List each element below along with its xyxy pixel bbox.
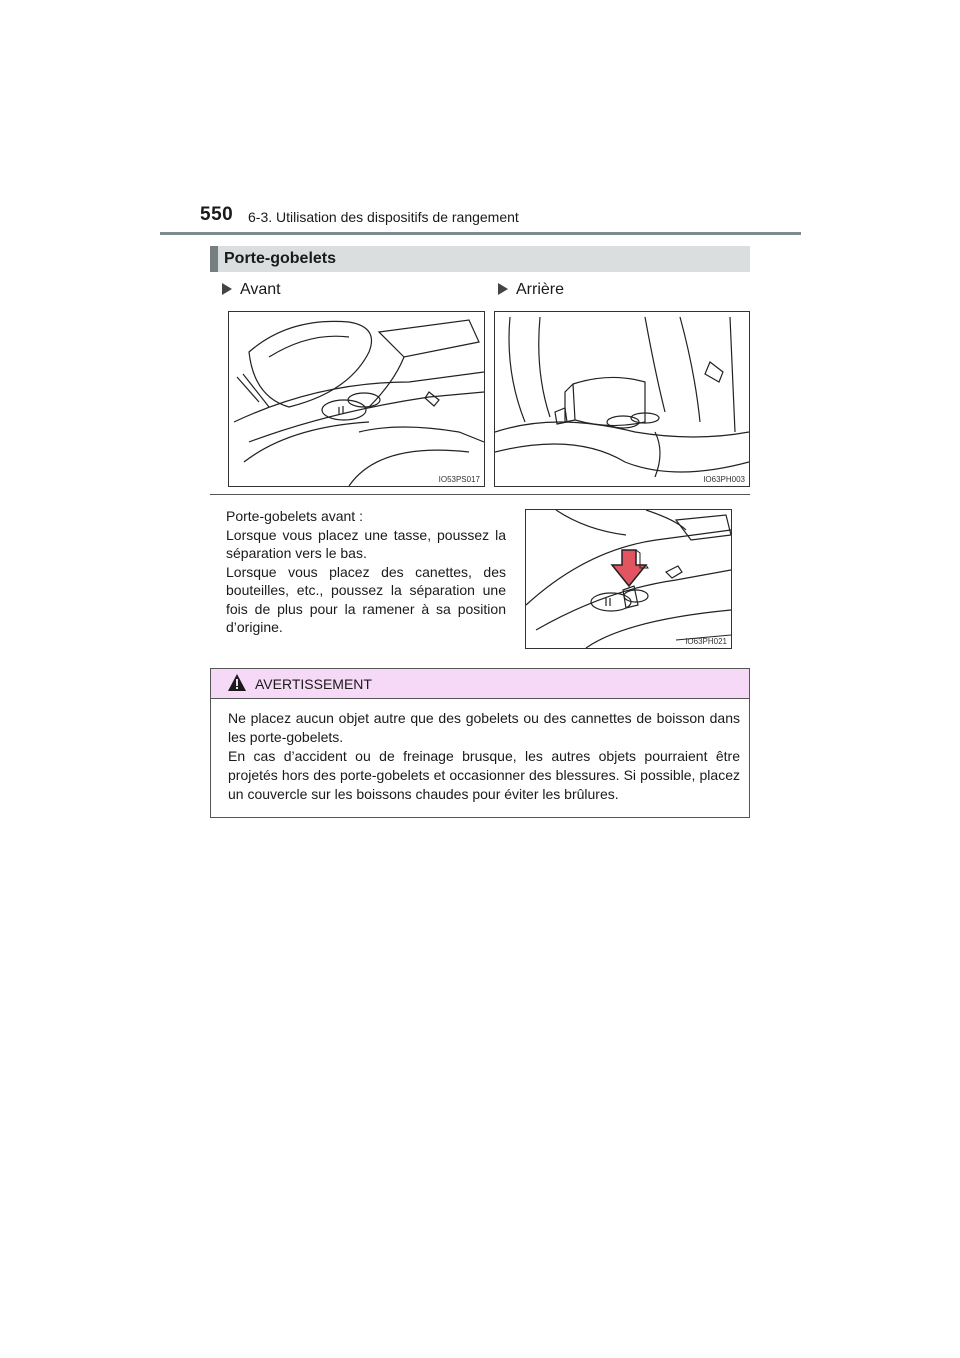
divider-push-drawing — [526, 510, 731, 648]
triangle-bullet-icon — [222, 283, 232, 295]
front-view-label-text: Avant — [240, 281, 281, 298]
warning-triangle-icon — [227, 673, 247, 697]
warning-text — [228, 709, 740, 804]
rear-view-label — [498, 281, 564, 299]
rear-cupholder-illustration — [494, 311, 750, 487]
divider-image-code: IO63PH021 — [685, 637, 727, 646]
section-title: Porte-gobelets — [224, 250, 337, 267]
warning-paragraph: En cas d’accident ou de freinage brusque, les autres objets pourraient être projetés hors des porte-gobelets et occasionner des blessures. Si possible, placez un couvercle sur les boissons chaudes pour éviter les brûlures. — [228, 748, 740, 802]
chapter-title: 6-3. Utilisation des dispositifs de rangement — [248, 209, 519, 225]
instruction-line: Lorsque vous placez une tasse, poussez la séparation vers le bas. — [226, 526, 506, 561]
warning-paragraph: Ne placez aucun objet autre que des gobelets ou des cannettes de boisson dans les porte-gobelets. — [228, 710, 740, 745]
rear-seat-drawing — [495, 312, 749, 486]
rear-image-code: IO63PH003 — [703, 475, 745, 484]
triangle-bullet-icon — [498, 283, 508, 295]
front-image-code: IO53PS017 — [438, 475, 480, 484]
section-divider — [210, 494, 750, 495]
instruction-text — [226, 507, 506, 637]
warning-title: AVERTISSEMENT — [255, 676, 372, 692]
rear-view-label-text: Arrière — [516, 281, 565, 298]
front-console-drawing — [229, 312, 484, 486]
front-view-label — [222, 281, 281, 299]
front-cupholder-illustration — [228, 311, 485, 487]
header-rule — [160, 232, 801, 235]
instruction-line: Lorsque vous placez des canettes, des bouteilles, etc., poussez la séparation une fois de plus pour la ramener à sa position d’origine. — [226, 563, 506, 635]
divider-push-illustration — [525, 509, 732, 649]
instruction-line: Porte-gobelets avant : — [226, 508, 363, 524]
page-number: 550 — [200, 204, 234, 225]
